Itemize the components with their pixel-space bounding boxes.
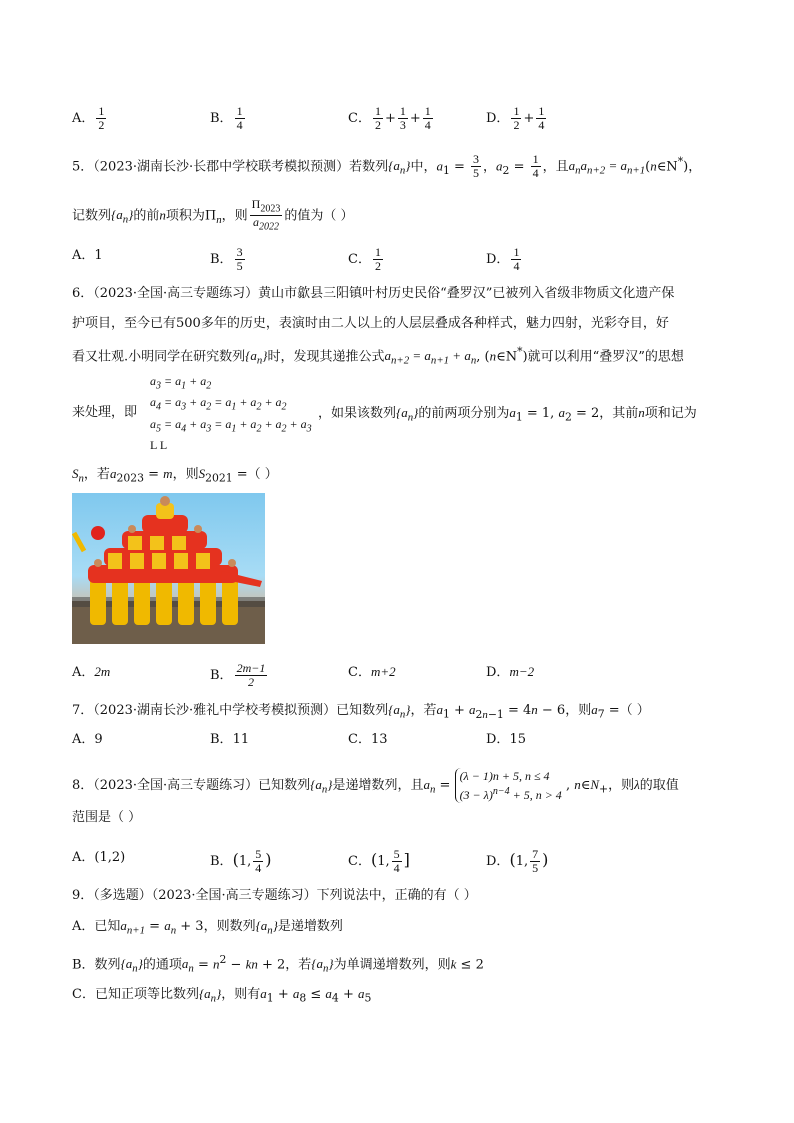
- q8-option-c: C．(1, $\frac{5}{4}$ ]: [348, 847, 410, 875]
- q8-option-b: B．(1, $\frac{5}{4}$ ): [210, 847, 272, 875]
- q7-option-a: A．9: [72, 732, 103, 747]
- q4-option-a: A． $\frac{1}{2}$: [72, 104, 105, 132]
- q8-option-a: A．(1,2): [72, 850, 126, 865]
- q9-option-b: B．数列$\{a_n\}$的通项$a_n = n^2$ − kn + 2，若$\{a_n\}$为单调递增数列，则k ≤ 2: [72, 953, 484, 975]
- q6-option-a: A．2m: [72, 664, 111, 680]
- q7-option-b: B．11: [210, 732, 250, 747]
- q5-option-a: A．1: [72, 248, 103, 263]
- q9-option-a: A．已知$a_{n+1} = a_n + 3$，则数列$\{a_n\}$是递增数列: [72, 918, 343, 937]
- q9-stem: 9．（多选题）（2023·全国·高三专题练习）下列说法中，正确的有（ ）: [72, 888, 477, 903]
- q7-option-c: C．13: [348, 732, 388, 747]
- q7-option-d: D．15: [486, 732, 526, 747]
- q6-option-d: D．m−2: [486, 664, 535, 680]
- q8-option-d: D．(1, $\frac{7}{5}$ ): [486, 847, 549, 875]
- q6-option-b: B． $\frac{2m-1}{2}$: [210, 661, 266, 689]
- q9-option-c: C．已知正项等比数列$\{a_n\}$，则有$a_1 + a_8 \le a_4 + a_5$: [72, 986, 372, 1005]
- q6-stem-line3: 看又壮观.小明同学在研究数列$\{a_n\}$时，发现其递推公式$a_{n+2} = a_{n+1} + a_n$, (n∈N*)就可以利用“叠罗汉”的思想: [72, 345, 684, 367]
- q7-stem: 7．（2023·湖南长沙·雅礼中学校考模拟预测）已知数列$\{a_n\}$，若$a_1 + a_{2n-1} = 4n - 6$，则$a_7$ =（ ）: [72, 702, 650, 721]
- q6-stem-line5: $S_n$，若$a_{2023} = m$，则$S_{2021}$ =（ ）: [72, 466, 278, 485]
- q5-stem: 5．（2023·湖南长沙·长郡中学校联考模拟预测）若数列$\{a_n\}$中，$a_1$ = $\frac{3}{5}$ ，$a_2$ = $\frac{1}{4}$ ，且$a_na_{n+2}$ = $a_{n+1}(n\in N^*)$，: [72, 152, 702, 181]
- q6-recurrence-block: $a_3 = a_1 + a_2$ $a_4 = a_3 + a_2 = a_1 + a_2 + a_2$ $a_5 = a_4 + a_3 = a_1 + a_2 + a_2 + a_3$ L L: [150, 374, 312, 453]
- q8-stem-line2: 范围是（ ）: [72, 810, 142, 825]
- human-pyramid-photo: [72, 493, 265, 644]
- q6-option-c: C．m+2: [348, 664, 396, 680]
- q5-option-b: B． $\frac{3}{5}$: [210, 245, 243, 273]
- q6-stem-line1: 6．（2023·全国·高三专题练习）黄山市歙县三阳镇叶村历史民俗“叠罗汉”已被列入省级非物质文化遗产保: [72, 286, 675, 301]
- q5-option-c: C． $\frac{1}{2}$: [348, 245, 381, 273]
- q5-stem-line2: 记数列$\{a_n\}$的前n项积为$\Pi_n$，则 $\frac{\Pi_{2023}}{a_{2022}}$ 的值为（ ）: [72, 197, 354, 233]
- q4-option-d: D． $\frac{1}{2}$ + $\frac{1}{4}$: [486, 104, 545, 132]
- q4-option-b: B． $\frac{1}{4}$: [210, 104, 243, 132]
- q4-option-c: C． $\frac{1}{2}$ + $\frac{1}{3}$ + $\frac{1}{4}$: [348, 104, 431, 132]
- q8-stem: 8．（2023·全国·高三专题练习）已知数列$\{a_n\}$是递增数列，且$a_n = (\lambda - 1)n + 5$, n ≤ 4 $(3 - \lambda)^{n-4} + 5$, n > 4 , $n\in N_+$，则λ的取值: [72, 769, 679, 802]
- q6-stem-line4-cont: ，如果该数列$\{a_n\}$的前两项分别为$a_1 = 1$, $a_2 = 2$，其前n项和记为: [318, 405, 697, 424]
- q6-stem-line4: 来处理，即: [72, 405, 138, 420]
- q6-stem-line2: 护项目，至今已有500多年的历史，表演时由二人以上的人层层叠成各种样式，魅力四射，光彩夺目，好: [72, 316, 669, 331]
- q5-option-d: D． $\frac{1}{4}$: [486, 245, 520, 273]
